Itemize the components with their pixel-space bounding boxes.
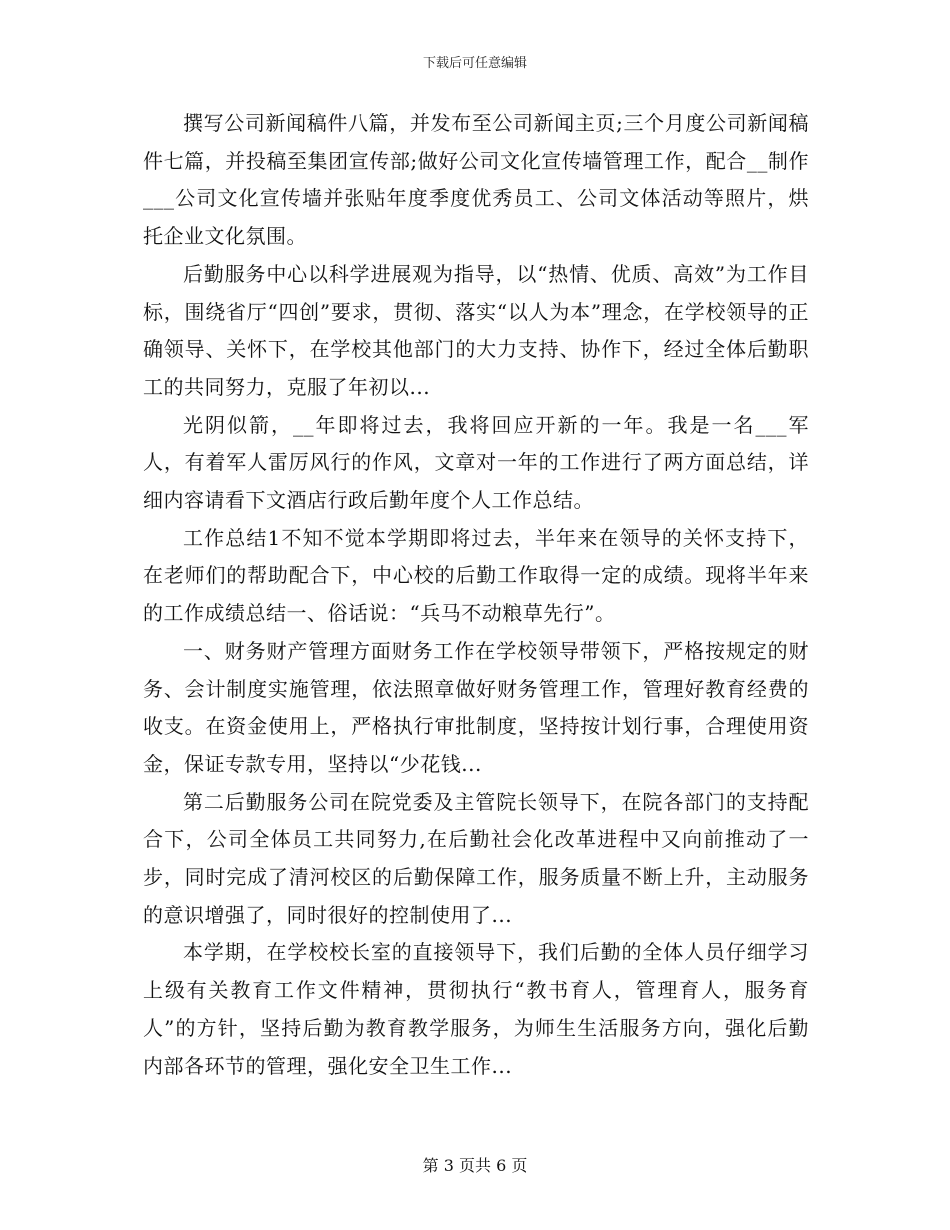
paragraph: 工作总结1不知不觉本学期即将过去，半年来在领导的关怀支持下，在老师们的帮助配合下，中心校的后勤工作取得一定的成绩。现将半年来的工作成绩总结一、俗话说：“兵马不动粮草先行”。 bbox=[143, 525, 809, 626]
paragraph: 后勤服务中心以科学进展观为指导，以“热情、优质、高效”为工作目标，围绕省厅“四创”要求，贯彻、落实“以人为本”理念，在学校领导的正确领导、关怀下，在学校其他部门的大力支持、协作下，经过全体后勤职工的共同努力，克服了年初以... bbox=[143, 261, 809, 399]
paragraph: 本学期，在学校校长室的直接领导下，我们后勤的全体人员仔细学习上级有关教育工作文件精神，贯彻执行“教书育人，管理育人，服务育人”的方针，坚持后勤为教育教学服务，为师生生活服务方向，强化后勤内部各环节的管理，强化安全卫生工作... bbox=[143, 940, 809, 1078]
paragraph: 一、财务财产管理方面财务工作在学校领导带领下，严格按规定的财务、会计制度实施管理，依法照章做好财务管理工作，管理好教育经费的收支。在资金使用上，严格执行审批制度，坚持按计划行事，合理使用资金，保证专款专用，坚持以“少花钱... bbox=[143, 638, 809, 776]
page-number: 第 3 页共 6 页 bbox=[422, 1156, 528, 1175]
paragraph: 光阴似箭，__年即将过去，我将回应开新的一年。我是一名___军人，有着军人雷厉风行的作风，文章对一年的工作进行了两方面总结，详细内容请看下文酒店行政后勤年度个人工作总结。 bbox=[143, 412, 809, 513]
paragraph: 第二后勤服务公司在院党委及主管院长领导下，在院各部门的支持配合下，公司全体员工共同努力,在后勤社会化改革进程中又向前推动了一步，同时完成了清河校区的后勤保障工作，服务质量不断上升，主动服务的意识增强了，同时很好的控制使用了... bbox=[143, 789, 809, 927]
document-body bbox=[143, 105, 809, 1085]
page-header: 下载后可任意编辑 bbox=[422, 56, 527, 71]
paragraph: 撰写公司新闻稿件八篇，并发布至公司新闻主页;三个月度公司新闻稿件七篇，并投稿至集团宣传部;做好公司文化宣传墙管理工作，配合__制作___公司文化宣传墙并张贴年度季度优秀员工、公司文体活动等照片，烘托企业文化氛围。 bbox=[143, 111, 809, 249]
